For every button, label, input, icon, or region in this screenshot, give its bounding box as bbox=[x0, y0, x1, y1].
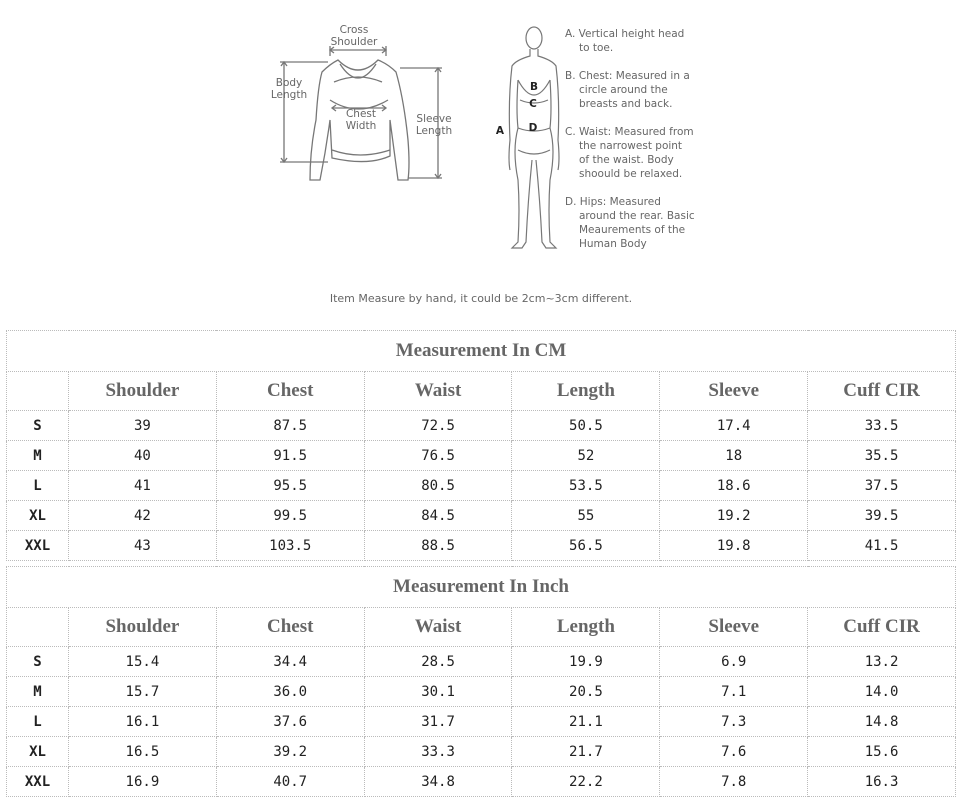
marker-c: C bbox=[529, 98, 537, 110]
table-cell: 16.9 bbox=[69, 767, 217, 797]
table-row bbox=[7, 531, 956, 561]
size-label-cell: M bbox=[7, 441, 69, 471]
table-cell: 16.5 bbox=[69, 737, 217, 767]
measure-note: Item Measure by hand, it could be 2cm~3cm different. bbox=[329, 292, 633, 305]
table-cell: 99.5 bbox=[216, 501, 364, 531]
table-cell: 16.1 bbox=[69, 707, 217, 737]
table-cell: 40.7 bbox=[216, 767, 364, 797]
size-label-cell: XL bbox=[7, 737, 69, 767]
size-label-cell: S bbox=[7, 411, 69, 441]
table-cell: 39.2 bbox=[216, 737, 364, 767]
table-cell: 30.1 bbox=[364, 677, 512, 707]
header-cell: Shoulder bbox=[69, 608, 217, 647]
legend-item-d: D. Hips: Measured around the rear. Basic Meaurements of the Human Body bbox=[565, 196, 695, 250]
table-cell: 76.5 bbox=[364, 441, 512, 471]
header-cell: Length bbox=[512, 608, 660, 647]
table-row bbox=[7, 677, 956, 707]
table-cell: 16.3 bbox=[808, 767, 956, 797]
inch-header-row bbox=[7, 608, 956, 647]
table-cell: 88.5 bbox=[364, 531, 512, 561]
table-cell: 50.5 bbox=[512, 411, 660, 441]
table-cell: 21.7 bbox=[512, 737, 660, 767]
cm-header-row bbox=[7, 372, 956, 411]
inch-size-table bbox=[6, 566, 956, 797]
table-cell: 14.0 bbox=[808, 677, 956, 707]
table-cell: 103.5 bbox=[216, 531, 364, 561]
table-cell: 19.9 bbox=[512, 647, 660, 677]
size-label-cell: S bbox=[7, 647, 69, 677]
table-row bbox=[7, 441, 956, 471]
table-cell: 7.3 bbox=[660, 707, 808, 737]
measurement-legend bbox=[565, 27, 695, 265]
table-cell: 7.8 bbox=[660, 767, 808, 797]
size-label-cell: XL bbox=[7, 501, 69, 531]
sleeve-length-label: Sleeve Length bbox=[415, 113, 453, 137]
table-row bbox=[7, 707, 956, 737]
table-cell: 7.6 bbox=[660, 737, 808, 767]
legend-item-b: B. Chest: Measured in a circle around the breasts and back. bbox=[565, 70, 690, 110]
table-cell: 37.5 bbox=[808, 471, 956, 501]
table-cell: 56.5 bbox=[512, 531, 660, 561]
inch-table-title: Measurement In Inch bbox=[7, 567, 956, 608]
table-row bbox=[7, 411, 956, 441]
measurement-diagram bbox=[0, 0, 962, 320]
table-cell: 39.5 bbox=[808, 501, 956, 531]
header-cell: Cuff CIR bbox=[808, 608, 956, 647]
table-cell: 19.8 bbox=[660, 531, 808, 561]
table-cell: 36.0 bbox=[216, 677, 364, 707]
table-cell: 7.1 bbox=[660, 677, 808, 707]
header-cell: Chest bbox=[216, 372, 364, 411]
table-cell: 80.5 bbox=[364, 471, 512, 501]
table-cell: 13.2 bbox=[808, 647, 956, 677]
size-label-cell: M bbox=[7, 677, 69, 707]
marker-b: B bbox=[529, 81, 538, 93]
table-cell: 34.8 bbox=[364, 767, 512, 797]
table-cell: 33.3 bbox=[364, 737, 512, 767]
table-cell: 21.1 bbox=[512, 707, 660, 737]
header-cell: Sleeve bbox=[660, 372, 808, 411]
body-length-label: Body Length bbox=[270, 77, 308, 101]
table-cell: 28.5 bbox=[364, 647, 512, 677]
chest-width-label: Chest Width bbox=[345, 108, 377, 132]
table-cell: 33.5 bbox=[808, 411, 956, 441]
table-cell: 72.5 bbox=[364, 411, 512, 441]
table-row bbox=[7, 471, 956, 501]
table-cell: 41.5 bbox=[808, 531, 956, 561]
legend-item-c: C. Waist: Measured from the narrowest point of the waist. Body shoould be relaxed. bbox=[565, 126, 694, 180]
table-cell: 18 bbox=[660, 441, 808, 471]
header-cell bbox=[7, 372, 69, 411]
table-row bbox=[7, 737, 956, 767]
legend-item-a: A. Vertical height head to toe. bbox=[565, 28, 685, 54]
header-cell: Cuff CIR bbox=[808, 372, 956, 411]
header-cell: Length bbox=[512, 372, 660, 411]
table-cell: 34.4 bbox=[216, 647, 364, 677]
table-cell: 15.7 bbox=[69, 677, 217, 707]
table-cell: 17.4 bbox=[660, 411, 808, 441]
header-cell bbox=[7, 608, 69, 647]
header-cell: Waist bbox=[364, 608, 512, 647]
header-cell: Shoulder bbox=[69, 372, 217, 411]
size-label-cell: L bbox=[7, 707, 69, 737]
table-cell: 84.5 bbox=[364, 501, 512, 531]
table-cell: 31.7 bbox=[364, 707, 512, 737]
marker-d: D bbox=[528, 122, 538, 134]
header-cell: Waist bbox=[364, 372, 512, 411]
table-cell: 55 bbox=[512, 501, 660, 531]
table-cell: 19.2 bbox=[660, 501, 808, 531]
table-cell: 15.4 bbox=[69, 647, 217, 677]
cross-shoulder-label: Cross Shoulder bbox=[330, 24, 378, 48]
table-cell: 20.5 bbox=[512, 677, 660, 707]
human-body-icon bbox=[490, 20, 560, 260]
size-label-cell: XXL bbox=[7, 531, 69, 561]
size-label-cell: L bbox=[7, 471, 69, 501]
table-cell: 42 bbox=[69, 501, 217, 531]
table-cell: 43 bbox=[69, 531, 217, 561]
table-cell: 14.8 bbox=[808, 707, 956, 737]
cm-table-title: Measurement In CM bbox=[7, 331, 956, 372]
table-cell: 91.5 bbox=[216, 441, 364, 471]
table-row bbox=[7, 767, 956, 797]
marker-a: A bbox=[495, 125, 505, 137]
table-cell: 52 bbox=[512, 441, 660, 471]
header-cell: Sleeve bbox=[660, 608, 808, 647]
table-cell: 37.6 bbox=[216, 707, 364, 737]
table-cell: 6.9 bbox=[660, 647, 808, 677]
table-row bbox=[7, 647, 956, 677]
table-cell: 15.6 bbox=[808, 737, 956, 767]
cm-size-table bbox=[6, 330, 956, 561]
table-cell: 39 bbox=[69, 411, 217, 441]
header-cell: Chest bbox=[216, 608, 364, 647]
size-label-cell: XXL bbox=[7, 767, 69, 797]
table-cell: 87.5 bbox=[216, 411, 364, 441]
table-cell: 95.5 bbox=[216, 471, 364, 501]
table-cell: 41 bbox=[69, 471, 217, 501]
table-cell: 53.5 bbox=[512, 471, 660, 501]
table-cell: 18.6 bbox=[660, 471, 808, 501]
table-cell: 22.2 bbox=[512, 767, 660, 797]
table-cell: 35.5 bbox=[808, 441, 956, 471]
table-cell: 40 bbox=[69, 441, 217, 471]
table-row bbox=[7, 501, 956, 531]
